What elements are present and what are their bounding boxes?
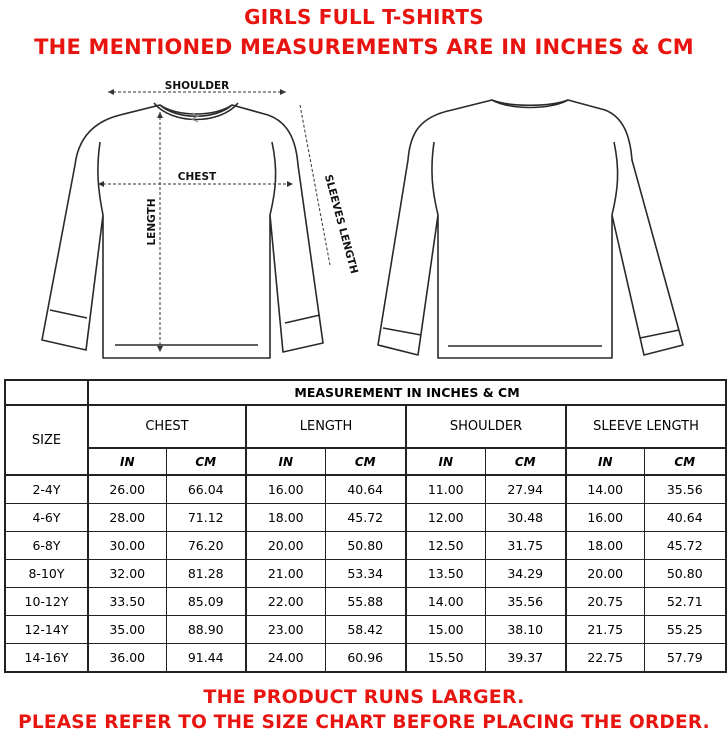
measurement-cell: 22.00: [246, 588, 325, 616]
unit-header-cm: CM: [166, 448, 246, 475]
measurement-cell: 76.20: [166, 532, 246, 560]
measurement-cell: 45.72: [325, 504, 406, 532]
table-row: [5, 504, 726, 532]
table-row: [5, 475, 726, 504]
chest-column-header: CHEST: [88, 405, 246, 448]
size-chart-table: [4, 379, 727, 673]
unit-header-cm: CM: [644, 448, 726, 475]
unit-header-in: IN: [566, 448, 644, 475]
measurement-cell: 28.00: [88, 504, 166, 532]
measurement-cell: 21.75: [566, 616, 644, 644]
measurement-cell: 15.50: [406, 644, 485, 673]
measurement-cell: 23.00: [246, 616, 325, 644]
measurement-cell: 81.28: [166, 560, 246, 588]
measurement-cell: 12.50: [406, 532, 485, 560]
size-cell: 8-10Y: [5, 560, 88, 588]
measurement-cell: 66.04: [166, 475, 246, 504]
measurement-cell: 35.00: [88, 616, 166, 644]
size-column-header: SIZE: [5, 405, 88, 475]
measurement-cell: 55.88: [325, 588, 406, 616]
table-row: [5, 616, 726, 644]
measurement-cell: 52.71: [644, 588, 726, 616]
measurement-cell: 35.56: [644, 475, 726, 504]
measurement-cell: 14.00: [566, 475, 644, 504]
tshirt-diagram: [0, 70, 728, 370]
unit-header-in: IN: [88, 448, 166, 475]
measurement-cell: 27.94: [485, 475, 566, 504]
measurement-cell: 12.00: [406, 504, 485, 532]
shoulder-label: SHOULDER: [164, 80, 230, 92]
table-row: [5, 560, 726, 588]
unit-header-in: IN: [406, 448, 485, 475]
measurement-cell: 20.00: [246, 532, 325, 560]
measurement-cell: 71.12: [166, 504, 246, 532]
measurement-cell: 91.44: [166, 644, 246, 673]
measurement-cell: 32.00: [88, 560, 166, 588]
measurement-cell: 50.80: [644, 560, 726, 588]
measurement-cell: 16.00: [566, 504, 644, 532]
measurement-cell: 11.00: [406, 475, 485, 504]
table-title: MEASUREMENT IN INCHES & CM: [88, 380, 726, 405]
table-row: [5, 644, 726, 673]
measurement-cell: 53.34: [325, 560, 406, 588]
measurement-cell: 18.00: [246, 504, 325, 532]
length-label: LENGTH: [146, 198, 158, 246]
measurement-cell: 36.00: [88, 644, 166, 673]
measurement-cell: 40.64: [325, 475, 406, 504]
measurement-cell: 14.00: [406, 588, 485, 616]
measurement-cell: 40.64: [644, 504, 726, 532]
measurement-cell: 39.37: [485, 644, 566, 673]
footer-instruction: PLEASE REFER TO THE SIZE CHART BEFORE PLACING THE ORDER.: [18, 712, 710, 733]
size-cell: 6-8Y: [5, 532, 88, 560]
size-cell: 10-12Y: [5, 588, 88, 616]
measurement-cell: 55.25: [644, 616, 726, 644]
shoulder-column-header: SHOULDER: [406, 405, 566, 448]
sleeve-length-column-header: SLEEVE LENGTH: [566, 405, 726, 448]
measurement-cell: 30.48: [485, 504, 566, 532]
sleeves-length-label: SLEEVES LENGTH: [321, 173, 360, 276]
tshirt-front-illustration: [42, 103, 323, 358]
measurement-cell: 15.00: [406, 616, 485, 644]
size-cell: 2-4Y: [5, 475, 88, 504]
page-subtitle: THE MENTIONED MEASUREMENTS ARE IN INCHES & CM: [34, 35, 694, 59]
unit-header-in: IN: [246, 448, 325, 475]
measurement-cell: 13.50: [406, 560, 485, 588]
measurement-cell: 20.00: [566, 560, 644, 588]
length-column-header: LENGTH: [246, 405, 406, 448]
measurement-cell: 24.00: [246, 644, 325, 673]
measurement-cell: 20.75: [566, 588, 644, 616]
measurement-cell: 21.00: [246, 560, 325, 588]
measurement-cell: 22.75: [566, 644, 644, 673]
measurement-cell: 33.50: [88, 588, 166, 616]
measurement-cell: 60.96: [325, 644, 406, 673]
table-row: [5, 532, 726, 560]
measurement-cell: 45.72: [644, 532, 726, 560]
footer-notice: THE PRODUCT RUNS LARGER.: [203, 686, 525, 708]
page-title: GIRLS FULL T-SHIRTS: [244, 5, 484, 29]
measurement-cell: 50.80: [325, 532, 406, 560]
chest-label: CHEST: [177, 171, 217, 183]
measurement-cell: 85.09: [166, 588, 246, 616]
size-chart-table-corner: [5, 380, 88, 405]
measurement-cell: 26.00: [88, 475, 166, 504]
measurement-cell: 31.75: [485, 532, 566, 560]
tshirt-back-illustration: [378, 100, 683, 358]
measurement-cell: 88.90: [166, 616, 246, 644]
size-cell: 4-6Y: [5, 504, 88, 532]
unit-header-cm: CM: [325, 448, 406, 475]
measurement-cell: 30.00: [88, 532, 166, 560]
table-row: [5, 588, 726, 616]
measurement-cell: 34.29: [485, 560, 566, 588]
size-cell: 14-16Y: [5, 644, 88, 673]
unit-header-cm: CM: [485, 448, 566, 475]
measurement-cell: 18.00: [566, 532, 644, 560]
measurement-cell: 16.00: [246, 475, 325, 504]
measurement-cell: 38.10: [485, 616, 566, 644]
measurement-cell: 57.79: [644, 644, 726, 673]
size-chart-body: [5, 475, 726, 672]
measurement-cell: 58.42: [325, 616, 406, 644]
size-cell: 12-14Y: [5, 616, 88, 644]
measurement-cell: 35.56: [485, 588, 566, 616]
